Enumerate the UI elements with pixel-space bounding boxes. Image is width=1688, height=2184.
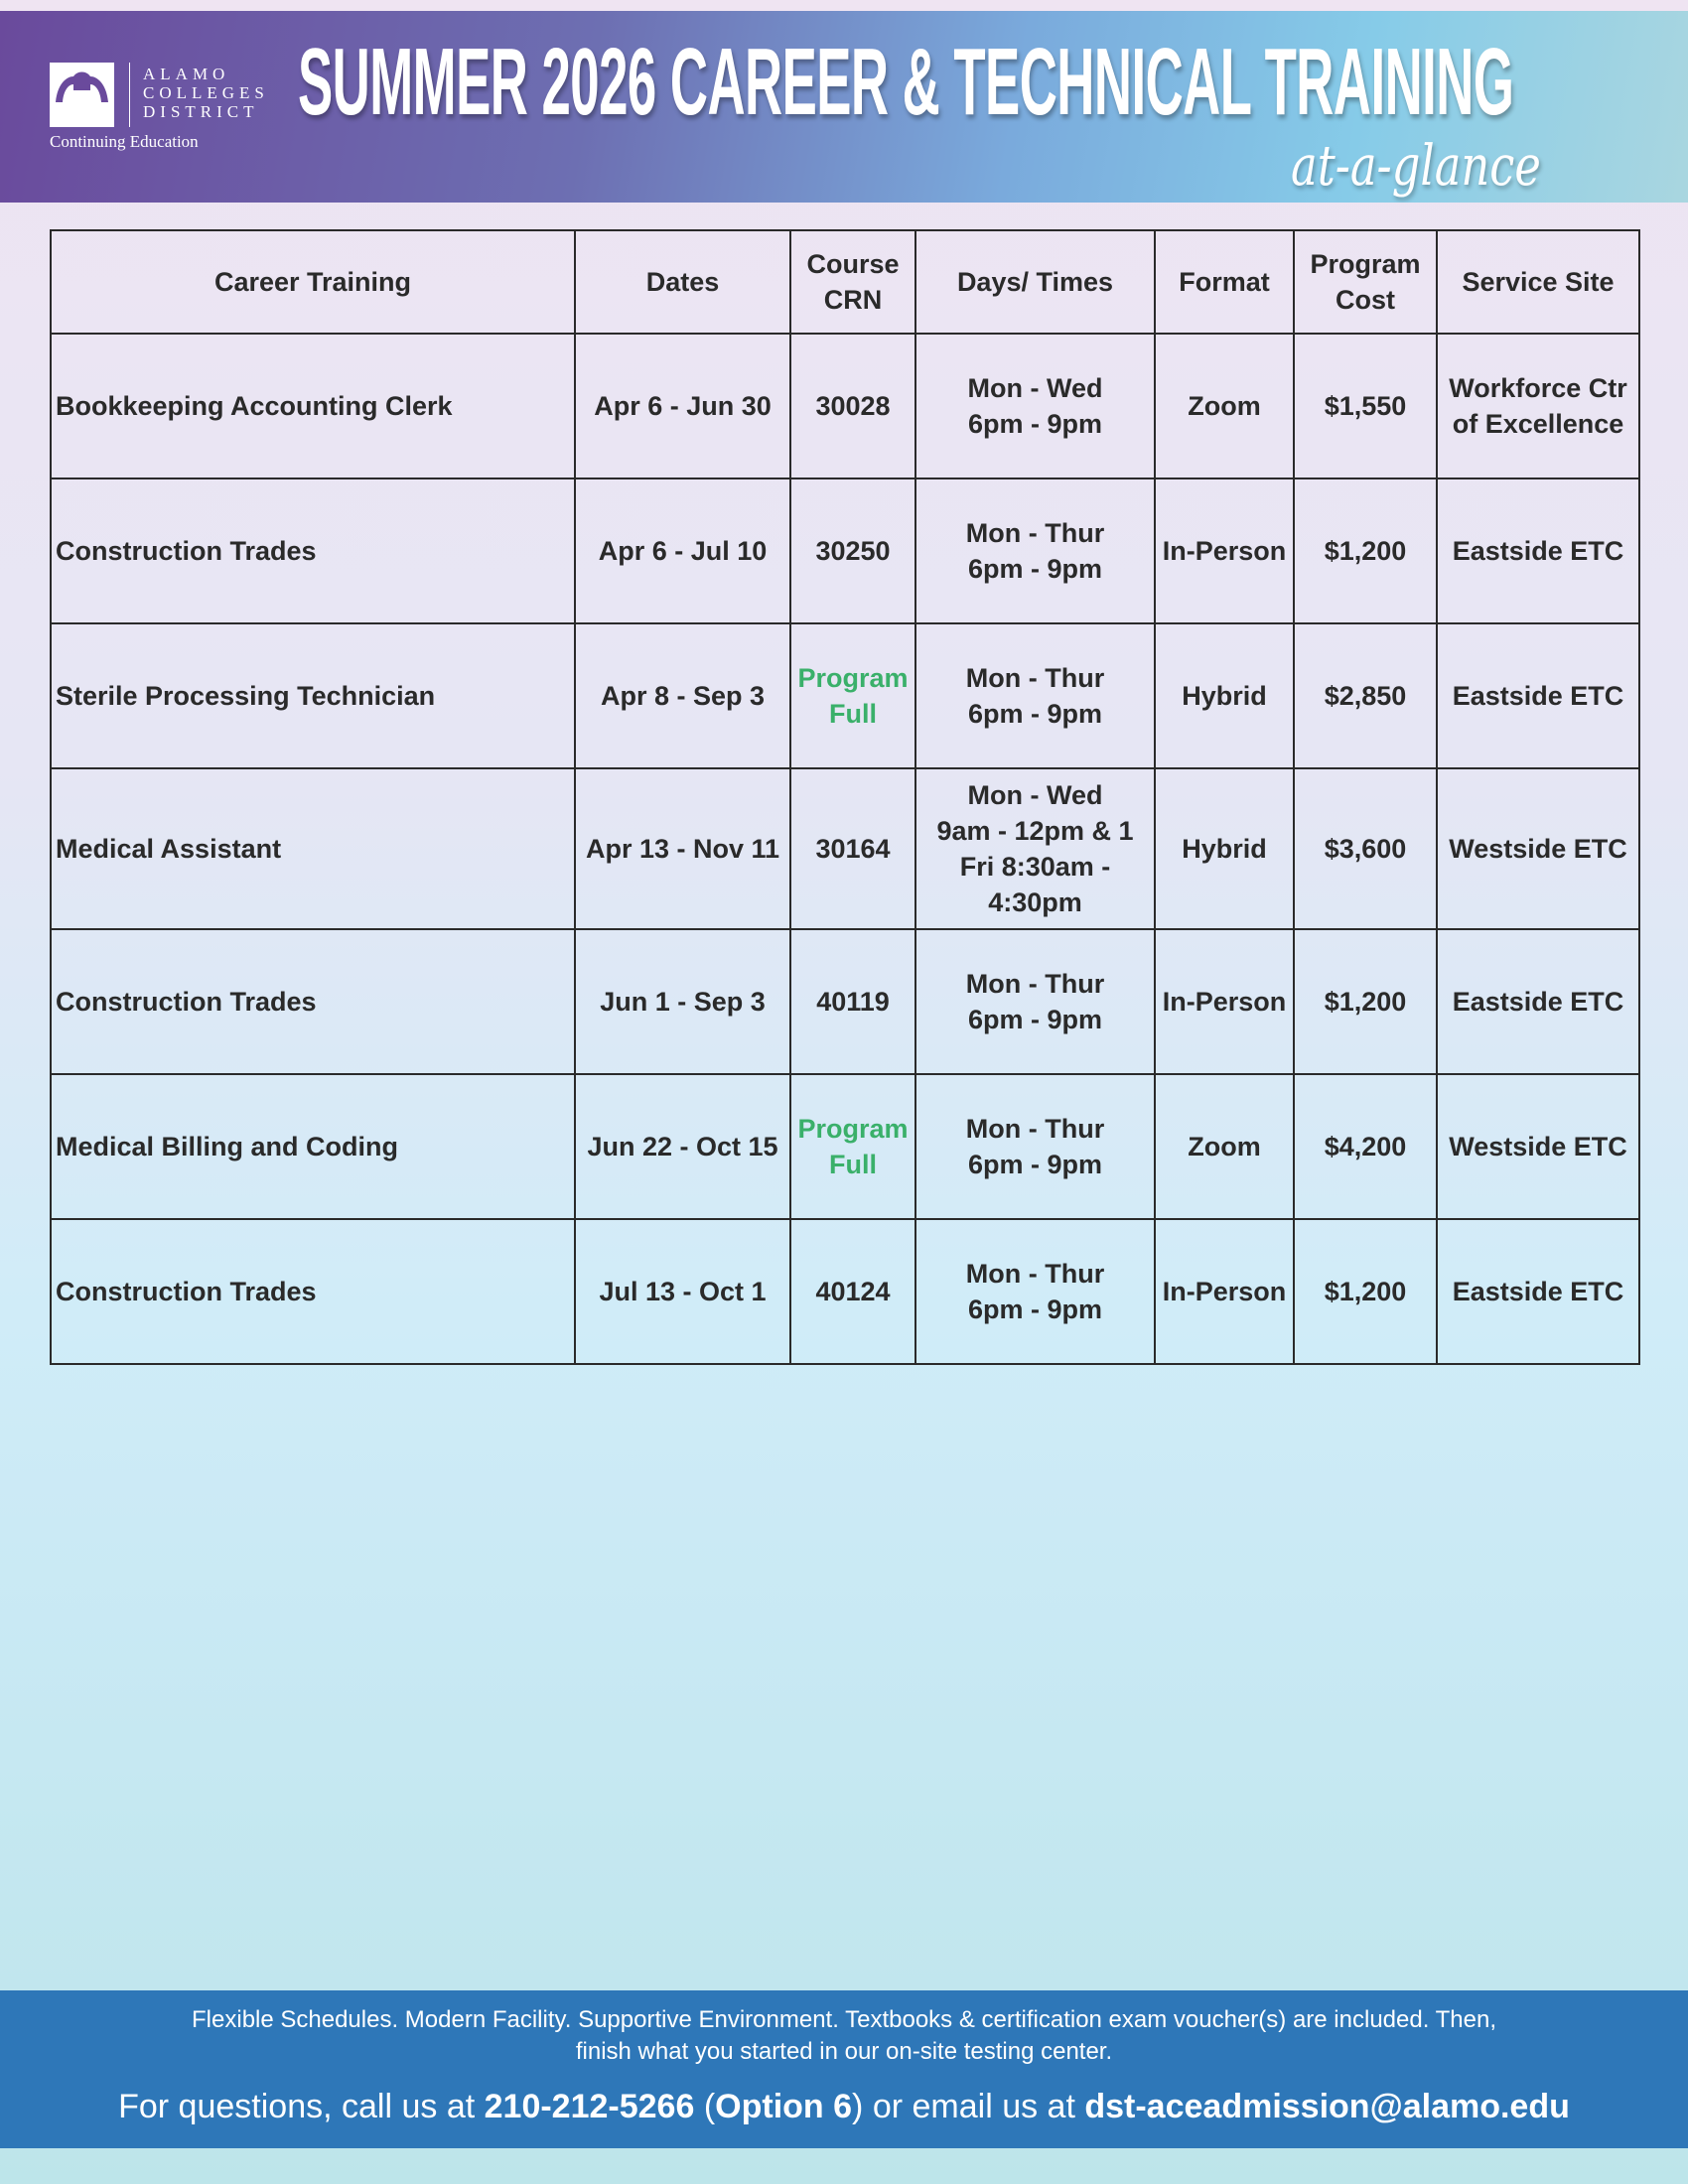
course-name: Sterile Processing Technician: [51, 623, 575, 768]
footer-banner: [0, 1990, 1688, 2148]
contact-text: ) or email us at: [852, 2088, 1085, 2125]
course-days-times: [915, 768, 1155, 929]
course-cost: $1,200: [1294, 929, 1437, 1074]
course-days-times: [915, 1074, 1155, 1219]
course-days: Mon - Thur: [965, 663, 1105, 693]
course-crn: 40119: [790, 929, 915, 1074]
table-row: [51, 478, 1639, 623]
course-format: Hybrid: [1155, 768, 1294, 929]
col-crn: Course CRN: [790, 230, 915, 334]
course-days: Mon - Thur: [965, 1114, 1105, 1144]
course-times: 9am - 12pm & 1 Fri 8:30am - 4:30pm: [936, 816, 1134, 917]
program-full-status: Program Full: [790, 623, 915, 768]
course-dates: Jun 1 - Sep 3: [575, 929, 790, 1074]
course-times: 6pm - 9pm: [967, 409, 1103, 439]
phone-option: Option 6: [715, 2088, 853, 2125]
course-name: Construction Trades: [51, 929, 575, 1074]
course-format: In-Person: [1155, 478, 1294, 623]
course-days: Mon - Thur: [965, 518, 1105, 548]
course-cost: $1,550: [1294, 334, 1437, 478]
course-crn: 30028: [790, 334, 915, 478]
course-times: 6pm - 9pm: [967, 699, 1103, 729]
course-cost: $1,200: [1294, 1219, 1437, 1364]
course-site: Westside ETC: [1437, 768, 1639, 929]
course-times: 6pm - 9pm: [967, 1150, 1103, 1179]
training-schedule-table: [50, 229, 1640, 1365]
table-row: [51, 768, 1639, 929]
table-row: [51, 1219, 1639, 1364]
course-name: Bookkeeping Accounting Clerk: [51, 334, 575, 478]
course-times: 6pm - 9pm: [967, 1295, 1103, 1324]
course-crn: 30164: [790, 768, 915, 929]
course-site: Workforce Ctr of Excellence: [1437, 334, 1639, 478]
phone-number[interactable]: 210-212-5266: [484, 2088, 695, 2125]
alamo-colleges-logo: [50, 51, 283, 160]
contact-text: (: [694, 2088, 716, 2125]
course-name: Medical Assistant: [51, 768, 575, 929]
course-name: Construction Trades: [51, 1219, 575, 1364]
course-days: Mon - Wed: [967, 373, 1103, 403]
course-days-times: [915, 623, 1155, 768]
logo-subtitle: Continuing Education: [50, 132, 199, 151]
course-site: Eastside ETC: [1437, 1219, 1639, 1364]
col-cost: Program Cost: [1294, 230, 1437, 334]
course-days: Mon - Thur: [965, 969, 1105, 999]
course-dates: Apr 6 - Jul 10: [575, 478, 790, 623]
page-subtitle: at-a-glance: [1291, 134, 1541, 199]
course-cost: $1,200: [1294, 478, 1437, 623]
course-crn: 40124: [790, 1219, 915, 1364]
course-days: Mon - Wed: [967, 780, 1103, 810]
logo-divider: [129, 63, 130, 127]
course-dates: Apr 6 - Jun 30: [575, 334, 790, 478]
course-dates: Jul 13 - Oct 1: [575, 1219, 790, 1364]
table-row: [51, 929, 1639, 1074]
table-row: [51, 1074, 1639, 1219]
course-times: 6pm - 9pm: [967, 554, 1103, 584]
footer-contact: [0, 2086, 1688, 2127]
mission-arch-icon: [50, 63, 114, 127]
course-site: Eastside ETC: [1437, 623, 1639, 768]
course-days-times: [915, 929, 1155, 1074]
course-cost: $4,200: [1294, 1074, 1437, 1219]
page-title: SUMMER 2026 CAREER & TECHNICAL TRAINING: [298, 29, 1514, 135]
col-dates: Dates: [575, 230, 790, 334]
course-times: 6pm - 9pm: [967, 1005, 1103, 1034]
table-row: [51, 623, 1639, 768]
course-dates: Apr 13 - Nov 11: [575, 768, 790, 929]
course-crn: 30250: [790, 478, 915, 623]
course-days-times: [915, 478, 1155, 623]
program-full-status: Program Full: [790, 1074, 915, 1219]
course-format: Zoom: [1155, 1074, 1294, 1219]
course-format: Zoom: [1155, 334, 1294, 478]
table-row: [51, 334, 1639, 478]
col-career-training: Career Training: [51, 230, 575, 334]
footer-tagline: Flexible Schedules. Modern Facility. Supportive Environment. Textbooks & certification exam voucher(s) are included. Then, finish what you started in our on-site testing center.: [192, 2006, 1496, 2065]
logo-line-1: ALAMO: [143, 65, 230, 83]
course-days-times: [915, 334, 1155, 478]
logo-line-2: COLLEGES: [143, 83, 269, 102]
course-format: Hybrid: [1155, 623, 1294, 768]
course-cost: $2,850: [1294, 623, 1437, 768]
header-banner: [0, 11, 1688, 203]
course-site: Eastside ETC: [1437, 478, 1639, 623]
course-site: Westside ETC: [1437, 1074, 1639, 1219]
col-days-times: Days/ Times: [915, 230, 1155, 334]
course-days: Mon - Thur: [965, 1259, 1105, 1289]
course-dates: Apr 8 - Sep 3: [575, 623, 790, 768]
col-format: Format: [1155, 230, 1294, 334]
table-header-row: [51, 230, 1639, 334]
contact-text: For questions, call us at: [118, 2088, 485, 2125]
logo-line-3: DISTRICT: [143, 102, 259, 121]
course-site: Eastside ETC: [1437, 929, 1639, 1074]
email-link[interactable]: dst-aceadmission@alamo.edu: [1084, 2088, 1570, 2125]
course-format: In-Person: [1155, 1219, 1294, 1364]
course-name: Construction Trades: [51, 478, 575, 623]
course-cost: $3,600: [1294, 768, 1437, 929]
course-days-times: [915, 1219, 1155, 1364]
course-name: Medical Billing and Coding: [51, 1074, 575, 1219]
course-dates: Jun 22 - Oct 15: [575, 1074, 790, 1219]
col-site: Service Site: [1437, 230, 1639, 334]
course-format: In-Person: [1155, 929, 1294, 1074]
